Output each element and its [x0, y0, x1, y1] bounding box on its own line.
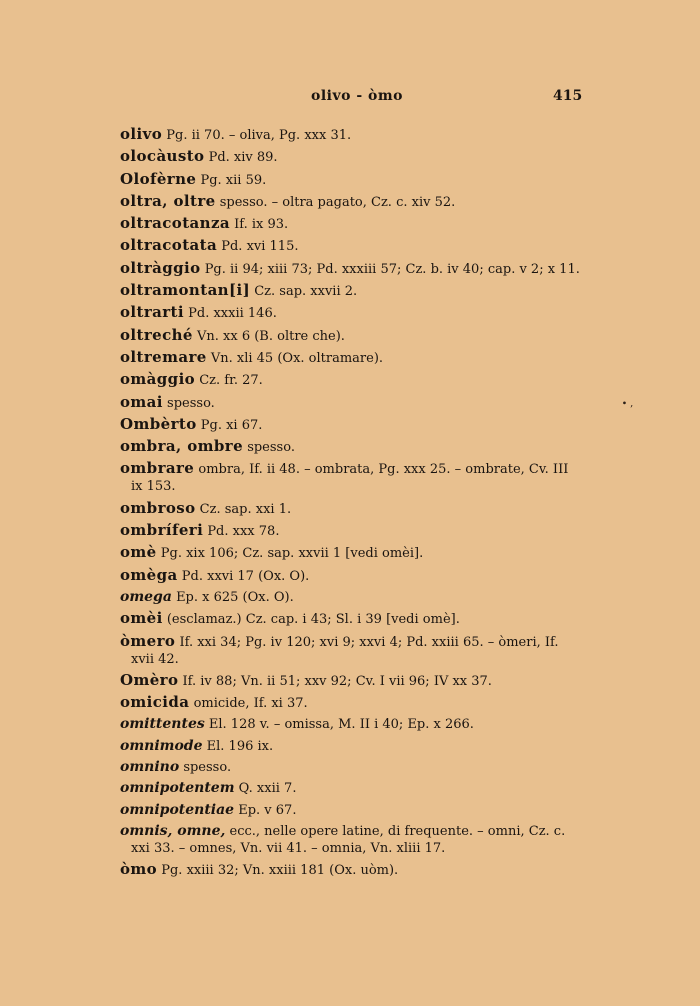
dictionary-entry — [120, 349, 582, 367]
entry-references: ecc., nelle opere latine, di frequente. – omni, Cz. c. xxi 33. – omnes, Vn. vii 41. – omnia, Vn. xliii 17. — [131, 823, 566, 856]
entry-references: Pg. xxiii 32; Vn. xxiii 181 (Ox. uòm). — [161, 863, 399, 879]
entry-headword: oltracotata — [120, 236, 218, 255]
entry-headword: omè — [120, 543, 157, 562]
dictionary-entry — [120, 610, 582, 628]
entry-headword: Omèro — [120, 670, 179, 689]
dictionary-entry — [120, 738, 582, 755]
dictionary-entry — [120, 460, 582, 495]
dictionary-entry — [120, 802, 582, 819]
dictionary-entry — [120, 327, 582, 345]
entry-references: Cz. fr. 27. — [199, 373, 263, 389]
dictionary-entry — [120, 759, 582, 776]
dictionary-entry — [120, 126, 582, 144]
dictionary-entry — [120, 148, 582, 166]
stray-ink-mark: ∙ , — [622, 398, 634, 409]
entry-headword: Ombèrto — [120, 414, 197, 433]
entry-headword: omicida — [120, 693, 190, 712]
dictionary-entry — [120, 544, 582, 562]
entry-headword: olocàusto — [120, 147, 205, 166]
entry-references: If. iv 88; Vn. ii 51; xxv 92; Cv. I vii 96; IV xx 37. — [182, 673, 492, 689]
entry-headword: oltra, oltre — [120, 191, 216, 210]
entry-references: Pd. xiv 89. — [208, 150, 278, 166]
entry-references: If. xxi 34; Pg. iv 120; xvi 9; xxvi 4; Pd. xxiii 65. – òmeri, If. xvii 42. — [131, 634, 559, 667]
entry-references: Cz. sap. xxvii 2. — [254, 284, 358, 300]
entry-headword: oltreché — [120, 325, 193, 344]
entry-headword: òmero — [120, 631, 176, 650]
dictionary-entry — [120, 522, 582, 540]
dictionary-entry — [120, 237, 582, 255]
dictionary-entry — [120, 171, 582, 189]
entry-references: Pg. ii 94; xiii 73; Pd. xxxiii 57; Cz. b. iv 40; cap. v 2; x 11. — [204, 261, 580, 277]
entry-headword: omega — [120, 588, 172, 605]
dictionary-entry — [120, 215, 582, 233]
entry-references: El. 128 v. – omissa, M. II i 40; Ep. x 266. — [208, 717, 474, 733]
entry-headword: omèi — [120, 609, 163, 628]
entry-references: Cz. sap. xxi 1. — [199, 501, 292, 517]
entry-references: Pd. xxx 78. — [207, 524, 280, 540]
dictionary-entry — [120, 861, 582, 879]
dictionary-entry — [120, 567, 582, 585]
dictionary-entry — [120, 260, 582, 278]
page-number: 415 — [553, 88, 583, 104]
dictionary-entry — [120, 672, 582, 690]
entry-references: spesso. — [247, 440, 295, 456]
entry-headword: oltrarti — [120, 303, 184, 322]
entry-references: Vn. xli 45 (Ox. oltramare). — [210, 350, 384, 366]
entry-headword: oltremare — [120, 347, 207, 366]
dictionary-entry — [120, 694, 582, 712]
entry-headword: Olofèrne — [120, 169, 197, 188]
entry-references: omicide, If. xi 37. — [193, 696, 308, 712]
entry-headword: oltracotanza — [120, 214, 230, 233]
entry-headword: omai — [120, 392, 163, 411]
entry-headword: omàggio — [120, 370, 196, 389]
entry-references: spesso. — [167, 395, 215, 411]
dictionary-entry — [120, 823, 582, 857]
entry-references: ombra, If. ii 48. – ombrata, Pg. xxx 25. – ombrate, Cv. III ix 153. — [131, 462, 569, 495]
entry-references: Pd. xvi 115. — [221, 239, 299, 255]
entry-references: Ep. x 625 (Ox. O). — [176, 589, 294, 605]
entry-references: Pg. ii 70. – oliva, Pg. xxx 31. — [166, 128, 352, 143]
dictionary-entry — [120, 500, 582, 518]
dictionary-entry — [120, 304, 582, 322]
dictionary-entry — [120, 371, 582, 389]
entry-references: Pd. xxxii 146. — [188, 306, 277, 322]
entry-headword: ombra, ombre — [120, 437, 244, 456]
entry-headword: ombríferi — [120, 521, 204, 540]
entry-references: If. ix 93. — [234, 217, 289, 233]
entry-headword: omnipotentem — [120, 780, 235, 797]
entry-references: Pg. xi 67. — [200, 417, 263, 433]
entry-references: Q. xxii 7. — [238, 781, 297, 797]
entry-references: Ep. v 67. — [238, 802, 297, 818]
entry-references: Pd. xxvi 17 (Ox. O). — [181, 568, 310, 584]
dictionary-entry — [120, 193, 582, 211]
entry-headword: ombroso — [120, 498, 196, 517]
entry-headword: omnis, omne, — [120, 822, 226, 839]
entry-references: Vn. xx 6 (B. oltre che). — [197, 328, 345, 344]
dictionary-entry — [120, 438, 582, 456]
entry-references: Pg. xix 106; Cz. sap. xxvii 1 [vedi omèi]. — [160, 546, 424, 562]
dictionary-entry — [120, 282, 582, 300]
running-title: olivo - òmo — [311, 88, 403, 104]
entry-references: spesso. — [183, 760, 232, 776]
entry-references: El. 196 ix. — [206, 738, 274, 754]
entry-headword: oltramontan[i] — [120, 281, 251, 300]
entry-references: Pg. xii 59. — [200, 172, 267, 188]
entry-headword: òmo — [120, 860, 158, 879]
dictionary-entry — [120, 416, 582, 434]
dictionary-entries — [120, 126, 582, 884]
entry-headword: omnipotentiae — [120, 801, 235, 818]
dictionary-entry — [120, 780, 582, 797]
entry-references: spesso. – oltra pagato, Cz. c. xiv 52. — [219, 194, 456, 210]
entry-references: (esclamaz.) Cz. cap. i 43; Sl. i 39 [vedi omè]. — [166, 612, 460, 628]
entry-headword: omittentes — [120, 716, 205, 733]
entry-headword: omnimode — [120, 737, 203, 754]
entry-headword: omnino — [120, 759, 180, 776]
dictionary-entry — [120, 716, 582, 733]
entry-headword: olivo — [120, 125, 163, 143]
entry-headword: omèga — [120, 565, 178, 584]
entry-headword: oltràggio — [120, 258, 201, 277]
running-head — [0, 88, 700, 108]
dictionary-entry — [120, 589, 582, 606]
dictionary-entry — [120, 394, 582, 412]
entry-headword: ombrare — [120, 459, 195, 478]
dictionary-entry — [120, 633, 582, 668]
